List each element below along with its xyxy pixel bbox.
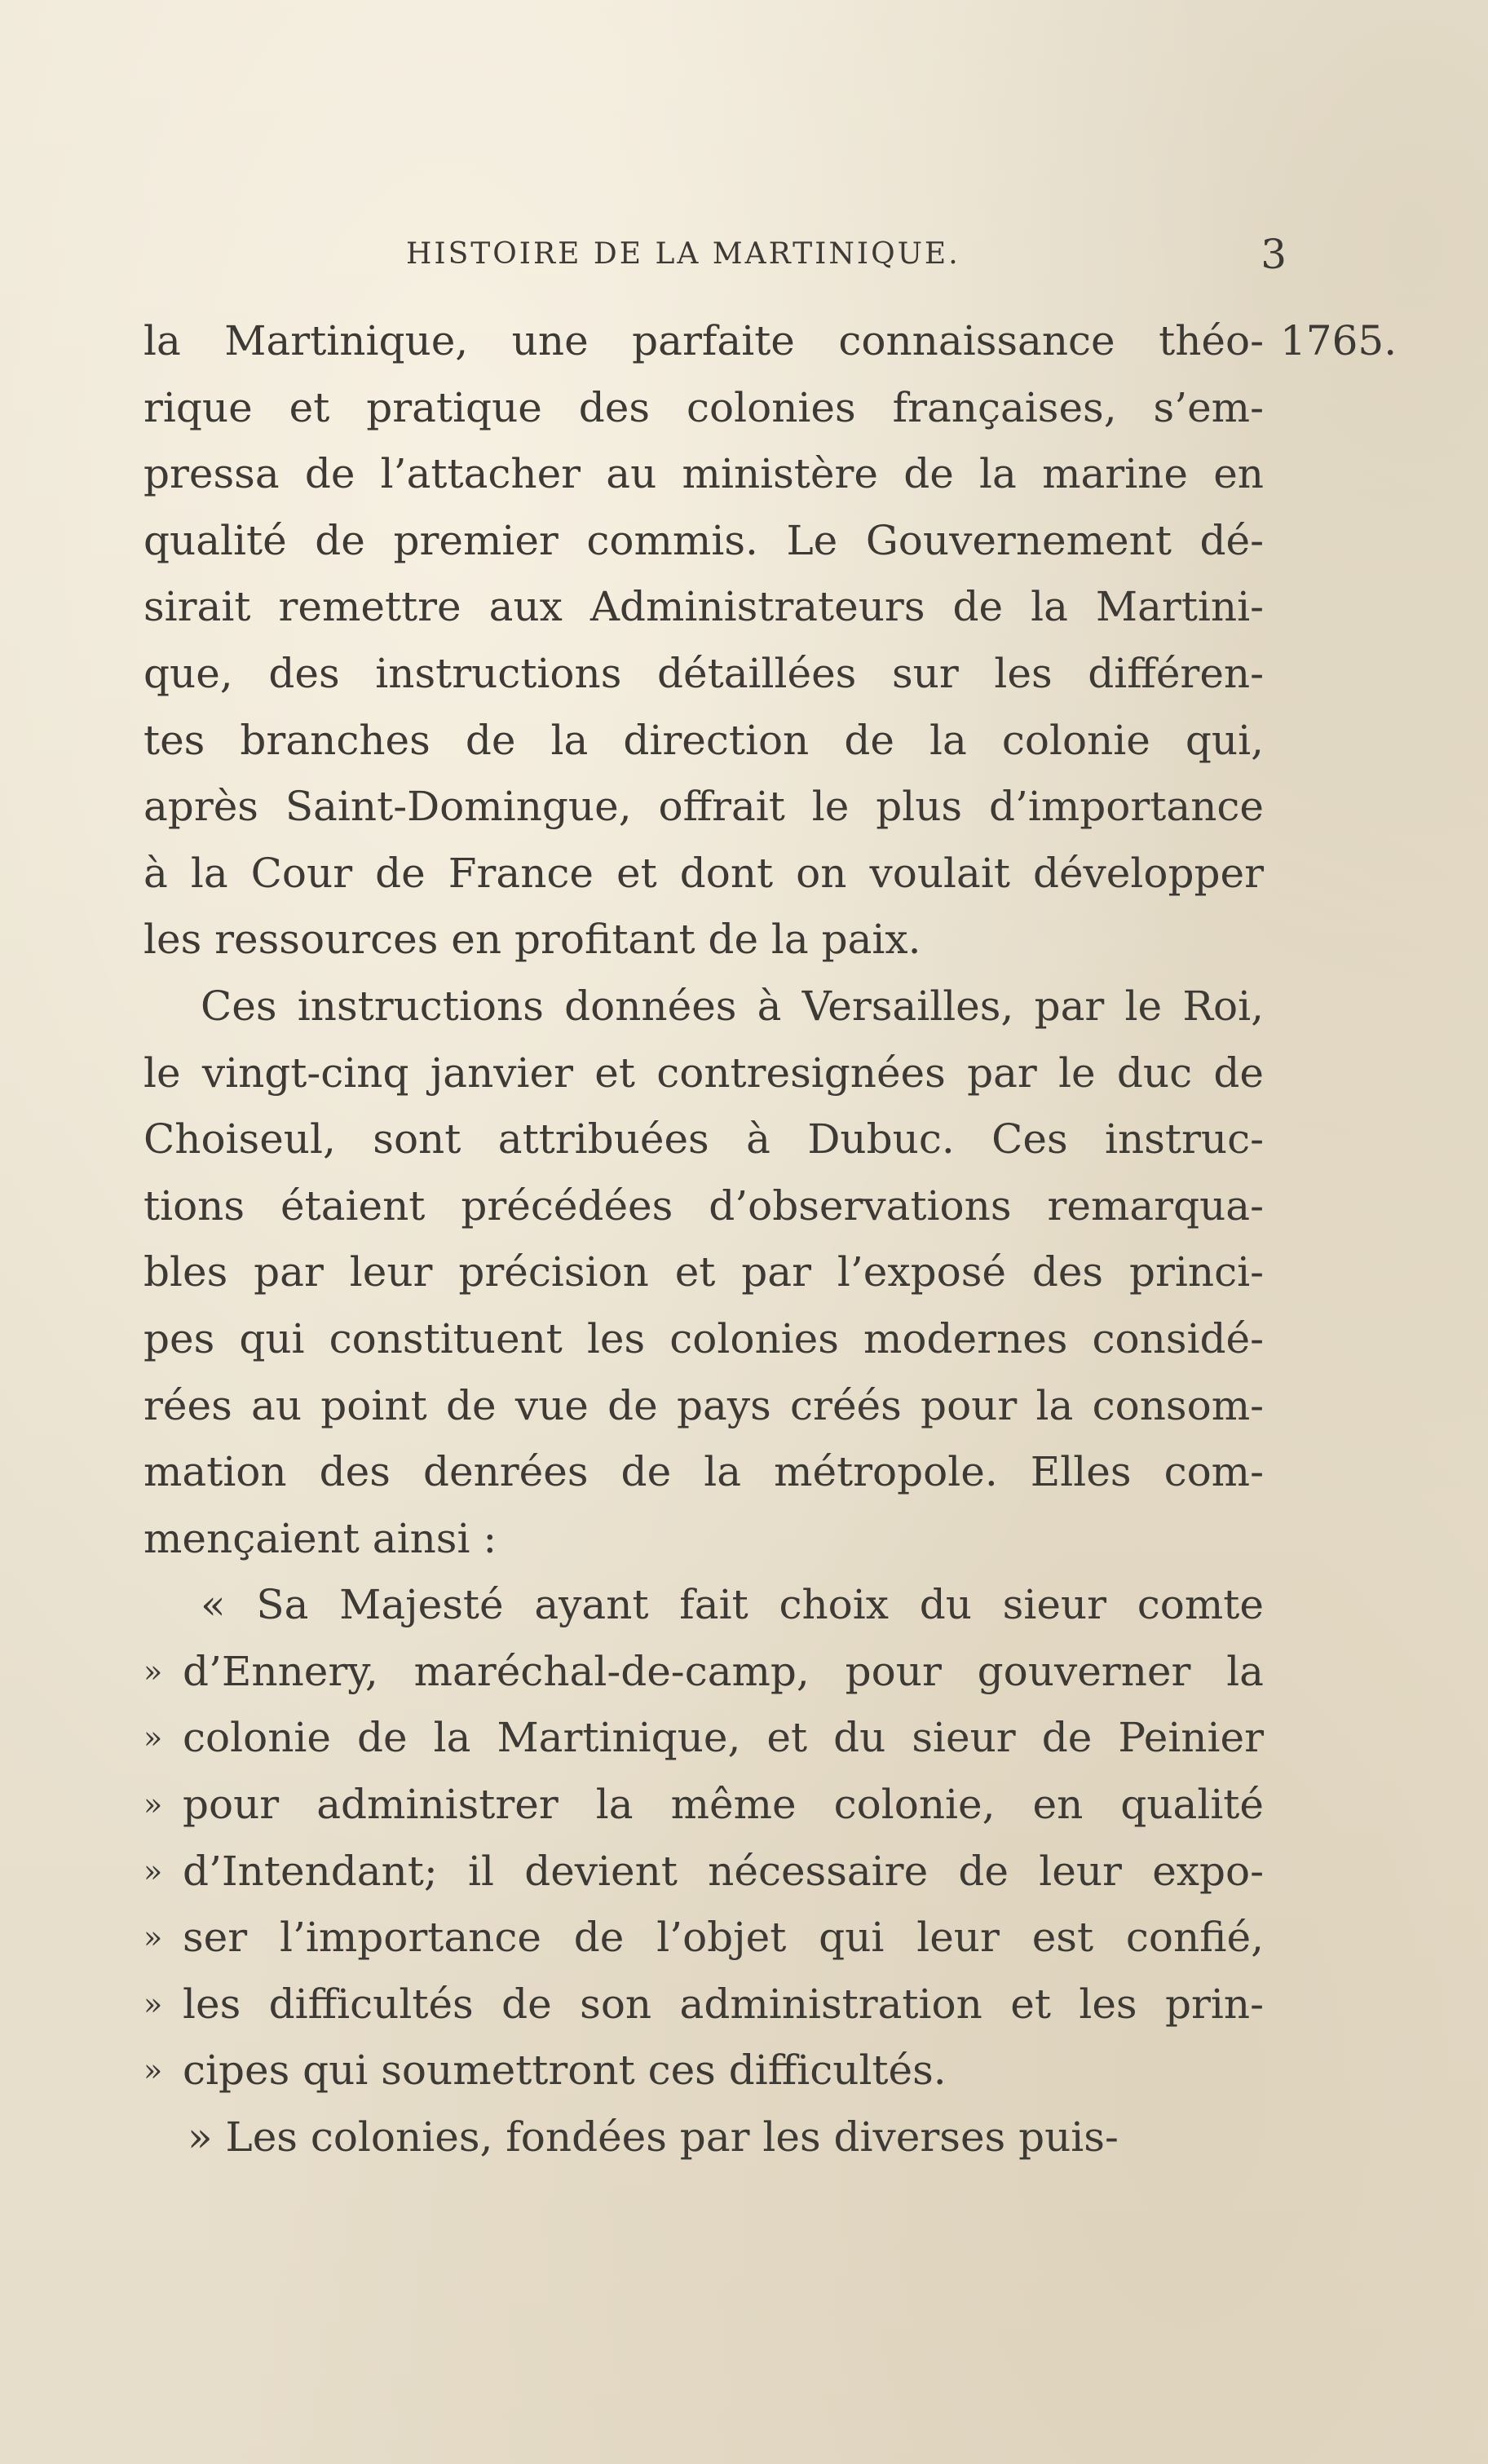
quote-line bbox=[144, 2038, 1264, 2104]
quote-line-text: pour administrer la même colonie, en qualité bbox=[183, 1781, 1264, 1829]
page-number: 3 bbox=[1261, 231, 1287, 278]
text-line: rique et pratique des colonies françaises, s’em- bbox=[144, 383, 1264, 431]
quote-line bbox=[144, 1905, 1264, 1972]
quote-line-text: les difficultés de son administration et les prin- bbox=[183, 1980, 1264, 2028]
text-line: que, des instructions détaillées sur les différen- bbox=[144, 649, 1264, 697]
quote-mark: » bbox=[144, 1919, 163, 1956]
text-line: pressa de l’attacher au ministère de la marine en bbox=[144, 450, 1264, 498]
quote-mark: » bbox=[144, 1985, 163, 2022]
body-text bbox=[144, 308, 1264, 2171]
text-line: mençaient ainsi : bbox=[144, 1514, 497, 1562]
text-line: mation des denrées de la métropole. Elles com- bbox=[144, 1448, 1264, 1496]
text-line: à la Cour de France et dont on voulait développer bbox=[144, 849, 1264, 897]
text-line: bles par leur précision et par l’exposé des princi- bbox=[144, 1248, 1264, 1296]
running-title: HISTOIRE DE LA MARTINIQUE. bbox=[406, 237, 960, 271]
quote-line bbox=[144, 1839, 1264, 1905]
text-line: tions étaient précédées d’observations remarqua- bbox=[144, 1181, 1264, 1230]
text-line: qualité de premier commis. Le Gouvernement dé- bbox=[144, 516, 1264, 564]
quote-mark: » bbox=[144, 1653, 163, 1689]
quote-line bbox=[144, 1772, 1264, 1839]
quote-line: « Sa Majesté ayant fait choix du sieur comte bbox=[201, 1581, 1264, 1629]
margin-year-note: 1765. bbox=[1280, 317, 1397, 364]
text-line: Ces instructions données à Versailles, par le Roi, bbox=[201, 982, 1264, 1030]
text-line: pes qui constituent les colonies modernes considé- bbox=[144, 1314, 1264, 1362]
quote-line bbox=[144, 1705, 1264, 1772]
running-head bbox=[406, 230, 1287, 279]
quote-line-text: ser l’importance de l’objet qui leur est confié, bbox=[183, 1914, 1264, 1962]
quote-mark: » bbox=[144, 2052, 163, 2089]
quote-line-text: cipes qui soumettront ces difficultés. bbox=[183, 2047, 947, 2095]
text-line: les ressources en profitant de la paix. bbox=[144, 916, 921, 964]
text-line: sirait remettre aux Administrateurs de la Martini- bbox=[144, 583, 1264, 631]
text-line: rées au point de vue de pays créés pour la consom- bbox=[144, 1381, 1264, 1429]
quote-line bbox=[144, 1639, 1264, 1706]
text-line: la Martinique, une parfaite connaissance théo- bbox=[144, 317, 1264, 364]
quote-line-text: colonie de la Martinique, et du sieur de Peinier bbox=[183, 1714, 1264, 1762]
quote-line: » Les colonies, fondées par les diverses puis- bbox=[188, 2113, 1119, 2162]
text-line: le vingt-cinq janvier et contresignées par le duc de bbox=[144, 1049, 1264, 1097]
text-line: après Saint-Domingue, offrait le plus d’importance bbox=[144, 783, 1264, 831]
quote-mark: » bbox=[144, 1852, 163, 1889]
quote-line-text: d’Ennery, maréchal-de-camp, pour gouverner la bbox=[183, 1647, 1264, 1695]
quote-mark: » bbox=[144, 1786, 163, 1823]
quote-line bbox=[144, 1972, 1264, 2038]
quote-mark: » bbox=[144, 1720, 163, 1756]
text-line: Choiseul, sont attribuées à Dubuc. Ces instruc- bbox=[144, 1115, 1264, 1164]
text-line: tes branches de la direction de la colonie qui, bbox=[144, 716, 1264, 764]
quote-line-text: d’Intendant; il devient nécessaire de leur expo- bbox=[183, 1847, 1264, 1895]
